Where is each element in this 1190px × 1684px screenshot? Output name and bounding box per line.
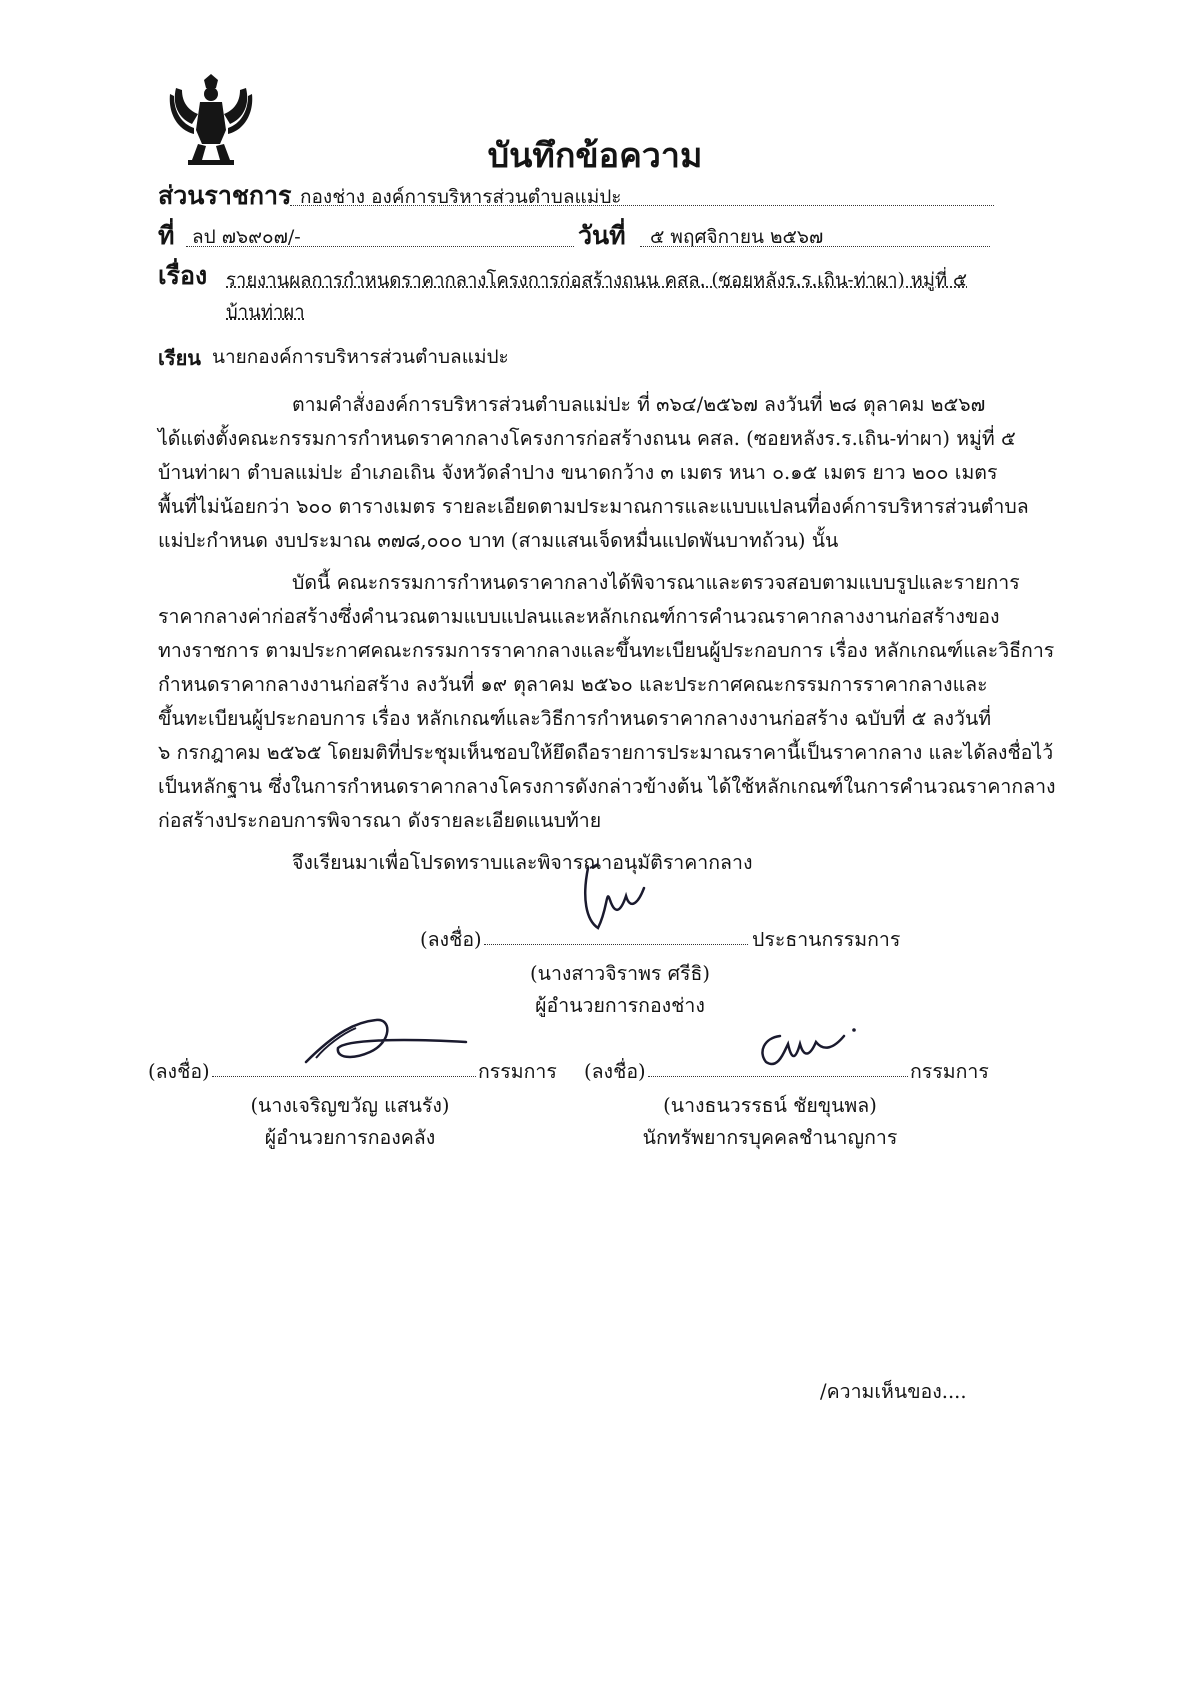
member2-name: (นางธนวรรธน์ ชัยขุนพล) [663, 1094, 877, 1117]
member2-position: นักทรัพยากรบุคคลชำนาญการ [642, 1126, 898, 1149]
paragraph-2 [158, 566, 1056, 838]
subject-label: เรื่อง [158, 261, 208, 290]
paragraph-2-line: ทางราชการ ตามประกาศคณะกรรมการราคากลางและขึ้นทะเบียนผู้ประกอบการ เรื่อง หลักเกณฑ์และวิธีการ [158, 639, 1055, 662]
paragraph-2-line: ๖ กรกฎาคม ๒๕๖๕ โดยมติที่ประชุมเห็นชอบให้ยึดถือรายการประมาณราคานี้เป็นราคากลาง และได้ลงชื่อไว้ [158, 741, 1054, 764]
paragraph-1-line: แม่ปะกำหนด งบประมาณ ๓๗๘,๐๐๐ บาท (สามแสนเจ็ดหมื่นแปดพันบาทถ้วน) นั้น [158, 529, 839, 552]
memo-title: บันทึกข้อความ [487, 136, 703, 176]
member2-role: กรรมการ [910, 1060, 989, 1083]
chair-signature-icon [568, 838, 658, 938]
agency-label: ส่วนราชการ [158, 181, 292, 210]
paragraph-2-line: ขึ้นทะเบียนผู้ประกอบการ เรื่อง หลักเกณฑ์และวิธีการกำหนดราคากลางงานก่อสร้าง ฉบับที่ ๕ ลงวันที่ [158, 707, 992, 730]
member2-signature-icon [744, 1022, 864, 1072]
member1-sign-prefix: (ลงชื่อ) [148, 1060, 210, 1083]
agency-value: กองช่าง องค์การบริหารส่วนตำบลแม่ปะ [300, 186, 622, 208]
subject-line-2: บ้านท่าผา [226, 302, 305, 323]
member1-position: ผู้อำนวยการกองคลัง [264, 1126, 436, 1149]
date-label: วันที่ [578, 221, 626, 250]
to-label: เรียน [158, 346, 201, 370]
chair-name: (นางสาวจิราพร ศรีธิ) [530, 962, 710, 985]
chair-position: ผู้อำนวยการกองช่าง [535, 994, 705, 1017]
subject-line-1: รายงานผลการกำหนดราคากลางโครงการก่อสร้างถนน คสล. (ซอยหลังร.ร.เถิน-ท่าผา) หมู่ที่ ๕ [226, 270, 968, 291]
ref-value: ลป ๗๖๙๐๗/- [192, 226, 301, 248]
member1-name: (นางเจริญขวัญ แสนรัง) [250, 1094, 450, 1117]
member2-sign-prefix: (ลงชื่อ) [584, 1060, 646, 1083]
paragraph-2-line: กำหนดราคากลางงานก่อสร้าง ลงวันที่ ๑๙ ตุลาคม ๒๕๖๐ และประกาศคณะกรรมการราคากลางและ [158, 673, 988, 696]
member1-sign-line [212, 1076, 476, 1077]
chair-role: ประธานกรรมการ [752, 928, 901, 951]
chair-sign-prefix: (ลงชื่อ) [420, 928, 482, 951]
to-value: นายกองค์การบริหารส่วนตำบลแม่ปะ [212, 346, 509, 368]
date-value: ๕ พฤศจิกายน ๒๕๖๗ [650, 226, 824, 248]
paragraph-2-line: ราคากลางค่าก่อสร้างซึ่งคำนวณตามแบบแปลนและหลักเกณฑ์การคำนวณราคากลางงานก่อสร้างของ [158, 605, 1000, 628]
member2-sign-line [648, 1076, 908, 1077]
paragraph-1-line: ได้แต่งตั้งคณะกรรมการกำหนดราคากลางโครงการก่อสร้างถนน คสล. (ซอยหลังร.ร.เถิน-ท่าผา) หมู่ที่ ๕ [158, 427, 1016, 450]
paragraph-1-line: ตามคำสั่งองค์การบริหารส่วนตำบลแม่ปะ ที่ ๓๖๔/๒๕๖๗ ลงวันที่ ๒๘ ตุลาคม ๒๕๖๗ [292, 393, 986, 416]
paragraph-2-line: บัดนี้ คณะกรรมการกำหนดราคากลางได้พิจารณาและตรวจสอบตามแบบรูปและรายการ [292, 571, 1020, 594]
paragraph-1 [158, 388, 1029, 558]
chair-sign-line [484, 944, 748, 945]
paragraph-1-line: พื้นที่ไม่น้อยกว่า ๖๐๐ ตารางเมตร รายละเอียดตามประมาณการและแบบแปลนที่องค์การบริหารส่วนตำบล [158, 495, 1029, 518]
member1-role: กรรมการ [478, 1060, 557, 1083]
paragraph-1-line: บ้านท่าผา ตำบลแม่ปะ อำเภอเถิน จังหวัดลำปาง ขนาดกว้าง ๓ เมตร หนา ๐.๑๕ เมตร ยาว ๒๐๐ เมตร [158, 461, 998, 484]
member1-signature-icon [296, 1012, 476, 1076]
paragraph-2-line: ก่อสร้างประกอบการพิจารณา ดังรายละเอียดแนบท้าย [158, 809, 602, 832]
continue-note: /ความเห็นของ.... [820, 1380, 967, 1403]
ref-label: ที่ [158, 221, 175, 250]
paragraph-2-line: เป็นหลักฐาน ซึ่งในการกำหนดราคากลางโครงการดังกล่าวข้างต้น ได้ใช้หลักเกณฑ์ในการคำนวณราคากลาง [158, 775, 1056, 798]
closing-line: จึงเรียนมาเพื่อโปรดทราบและพิจารณาอนุมัติราคากลาง [292, 851, 753, 874]
